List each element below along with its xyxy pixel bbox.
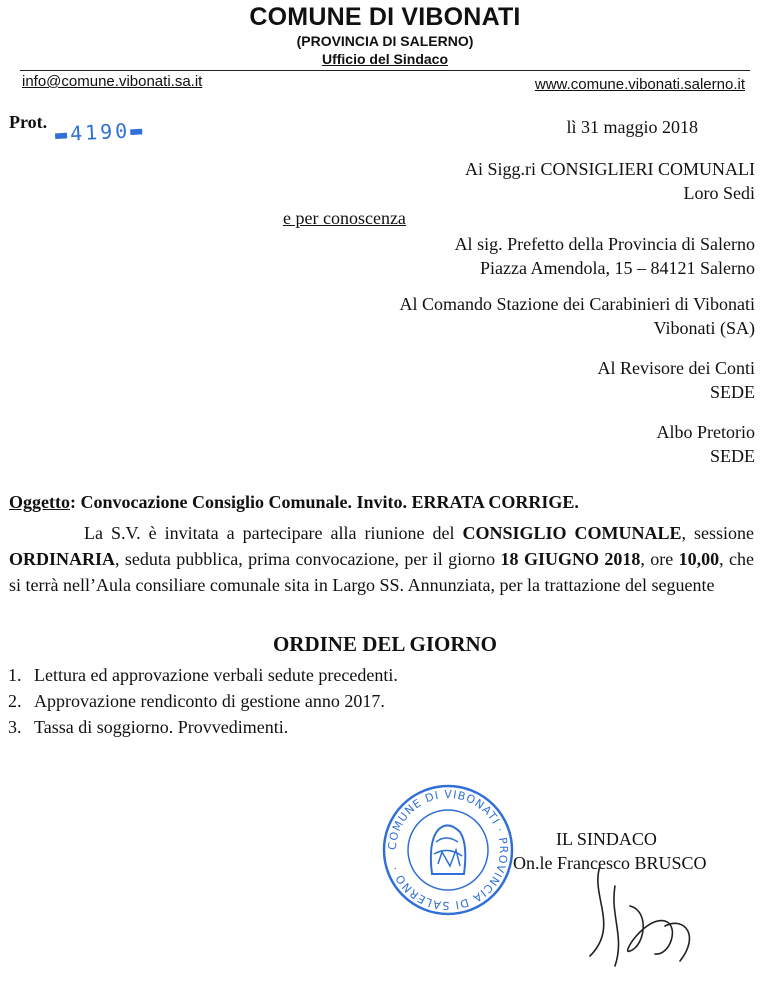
protocol-stamp-number: ▬4190▬ bbox=[54, 117, 146, 147]
email-link[interactable]: info@comune.vibonati.sa.it bbox=[22, 73, 203, 90]
website-link[interactable]: www.comune.vibonati.salerno.it bbox=[534, 76, 745, 93]
subject-line: Oggetto: Convocazione Consiglio Comunale. Invito. ERRATA CORRIGE. bbox=[9, 492, 579, 512]
body-bold: CONSIGLIO COMUNALE bbox=[462, 523, 682, 543]
recipient-block-councillors bbox=[465, 157, 755, 205]
recipient-block-auditor bbox=[598, 356, 755, 404]
subject-text: Convocazione Consiglio Comunale. Invito. ERRATA CORRIGE. bbox=[80, 492, 579, 512]
body-text: , che si terrà nell’Aula consiliare comunale sita in Largo SS. Annunziata, per la trattazione del seguente bbox=[9, 549, 754, 595]
body-bold: 18 GIUGNO 2018 bbox=[500, 549, 641, 569]
invitation-paragraph bbox=[9, 520, 754, 598]
agenda-text: Lettura ed approvazione verbali sedute precedenti. bbox=[34, 665, 398, 685]
recipient-line: Al Comando Stazione dei Carabinieri di Vibonati bbox=[399, 294, 755, 314]
handwritten-signature bbox=[560, 856, 710, 976]
recipient-line: Al sig. Prefetto della Provincia di Salerno bbox=[454, 234, 755, 254]
agenda-list bbox=[8, 662, 398, 740]
recipient-block-carabinieri bbox=[399, 292, 755, 340]
agenda-text: Tassa di soggiorno. Provvedimenti. bbox=[34, 717, 289, 737]
protocol-number: 4190 bbox=[69, 118, 131, 146]
agenda-number: 1. bbox=[8, 665, 22, 685]
municipal-seal bbox=[380, 782, 516, 918]
recipient-line: Albo Pretorio bbox=[656, 422, 755, 442]
recipient-line: Vibonati (SA) bbox=[653, 318, 755, 338]
signature-title: IL SINDACO bbox=[556, 829, 657, 849]
agenda-item bbox=[8, 688, 398, 714]
recipient-block-albo bbox=[657, 420, 756, 468]
agenda-text: Approvazione rendiconto di gestione anno 2017. bbox=[34, 691, 385, 711]
protocol-label: Prot. bbox=[9, 112, 48, 132]
agenda-number: 2. bbox=[8, 691, 22, 711]
recipient-line: Piazza Amendola, 15 – 84121 Salerno bbox=[480, 258, 755, 278]
body-text: , ore bbox=[640, 549, 679, 569]
agenda-number: 3. bbox=[8, 717, 22, 737]
recipient-line: SEDE bbox=[710, 446, 755, 466]
body-bold: 10,00 bbox=[678, 549, 720, 569]
subject-label: Oggetto bbox=[9, 492, 70, 512]
office-name: Ufficio del Sindaco bbox=[321, 51, 448, 67]
body-bold: ORDINARIA bbox=[9, 549, 116, 569]
cc-label: e per conoscenza bbox=[283, 208, 406, 228]
agenda-title: ORDINE DEL GIORNO bbox=[272, 632, 498, 656]
recipient-line: Al Revisore dei Conti bbox=[597, 358, 755, 378]
recipient-block-prefect bbox=[455, 232, 755, 280]
agenda-item bbox=[8, 714, 398, 740]
recipient-line: Loro Sedi bbox=[683, 183, 755, 203]
document-date: lì 31 maggio 2018 bbox=[566, 117, 698, 137]
recipient-line: Ai Sigg.ri CONSIGLIERI COMUNALI bbox=[465, 159, 755, 179]
agenda-item bbox=[8, 662, 398, 688]
signature-name: On.le Francesco BRUSCO bbox=[513, 853, 707, 873]
body-text: La S.V. è invitata a partecipare alla riunione del bbox=[84, 523, 463, 543]
province-subtitle: (PROVINCIA DI SALERNO) bbox=[296, 33, 474, 49]
svg-text:COMUNE DI VIBONATI · PROVINCIA: COMUNE DI VIBONATI · PROVINCIA DI SALERNO · bbox=[385, 787, 511, 913]
municipality-title: COMUNE DI VIBONATI bbox=[249, 3, 521, 31]
recipient-line: SEDE bbox=[710, 382, 755, 402]
header-rule bbox=[20, 70, 750, 71]
body-text: , sessione bbox=[681, 523, 755, 543]
body-text: , seduta pubblica, prima convocazione, per il giorno bbox=[115, 549, 501, 569]
